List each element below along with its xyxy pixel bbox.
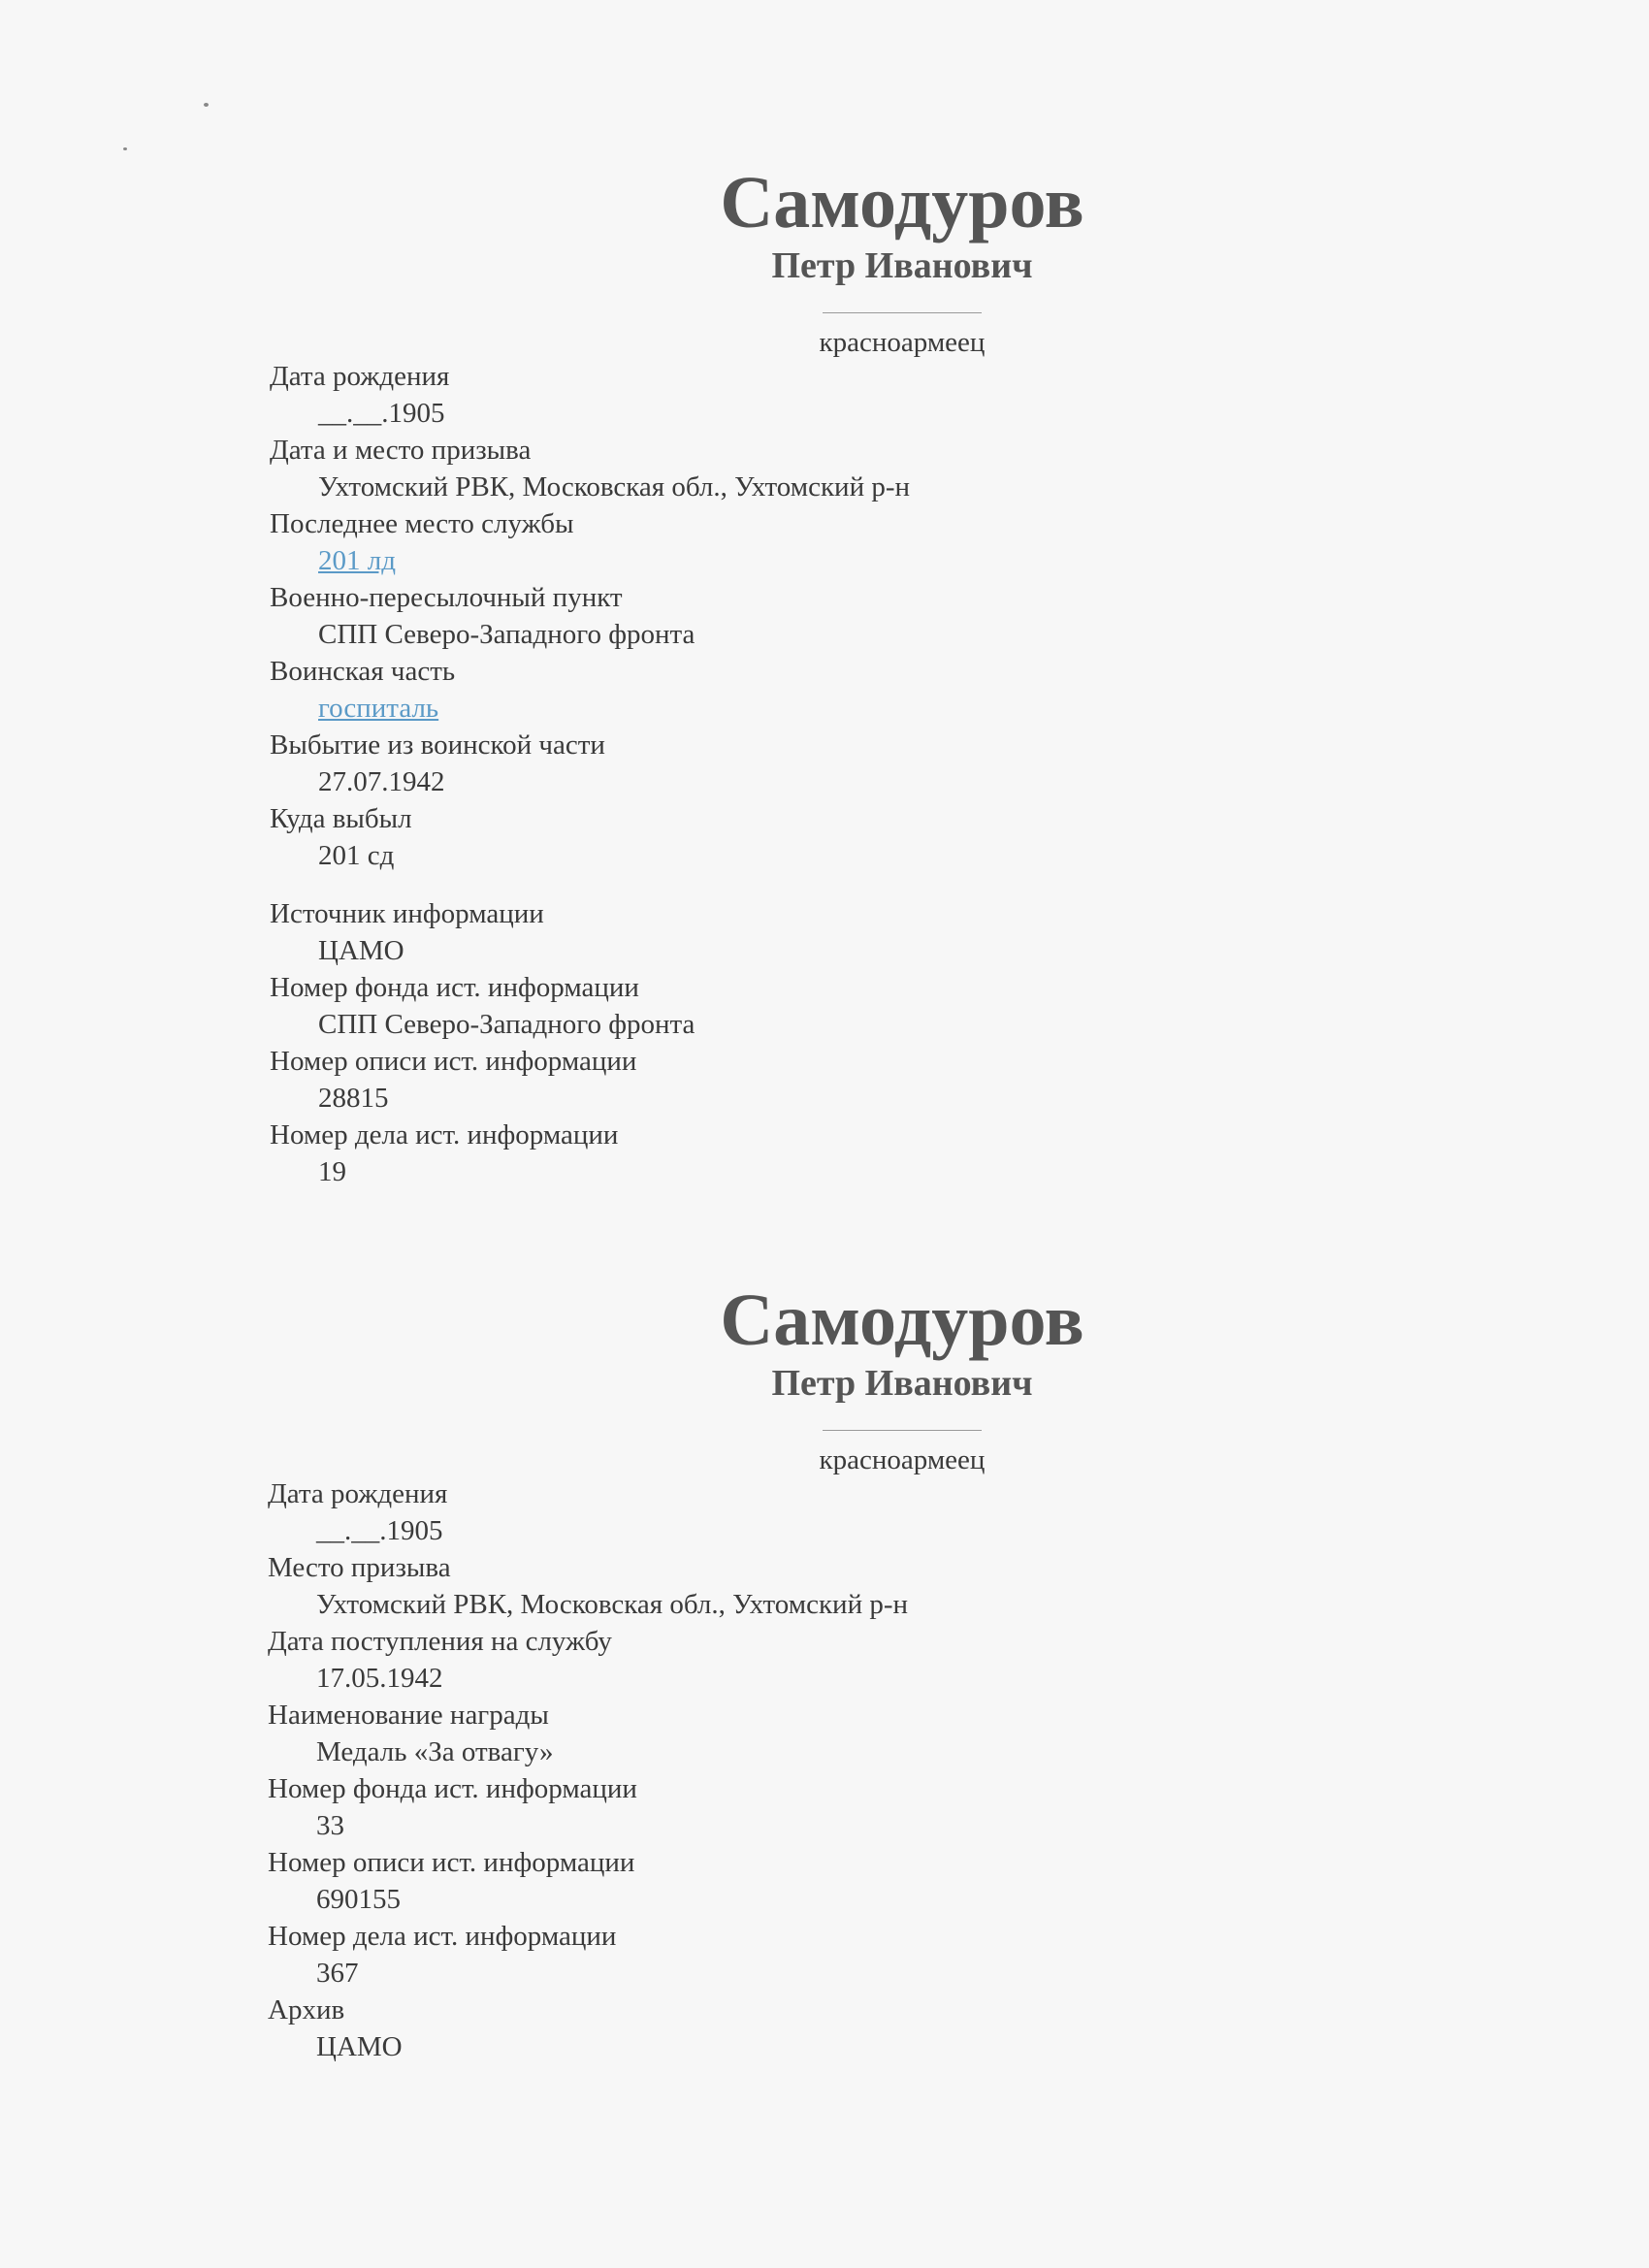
field-value-conscription: Ухтомский РВК, Московская обл., Ухтомский р-н (318, 471, 911, 502)
field-label-file-number: Номер дела ист. информации (268, 1921, 617, 1952)
field-label-birth-date: Дата рождения (270, 361, 450, 392)
record-rank: красноармеец (819, 1444, 986, 1475)
field-label-conscription-place: Место призыва (268, 1552, 451, 1583)
field-value-birth-date: __.__.1905 (318, 398, 445, 429)
title-divider (823, 312, 982, 313)
field-value-file-number: 367 (316, 1958, 359, 1989)
title-divider (823, 1430, 982, 1431)
field-value-fund-number: 33 (316, 1810, 344, 1841)
field-value-birth-date: __.__.1905 (316, 1515, 443, 1546)
record-surname: Самодуров (720, 162, 1084, 243)
field-label-service-start: Дата поступления на службу (268, 1626, 612, 1657)
record-given-names: Петр Иванович (771, 1363, 1033, 1404)
field-value-transit-point: СПП Северо-Западного фронта (318, 619, 695, 650)
field-value-departed-to: 201 сд (318, 840, 395, 871)
field-value-service-start: 17.05.1942 (316, 1663, 443, 1694)
field-label-last-service-place: Последнее место службы (270, 508, 574, 539)
field-value-info-source: ЦАМО (318, 935, 404, 966)
field-value-inventory-number: 28815 (318, 1083, 389, 1114)
field-value-military-unit (270, 690, 910, 727)
field-label-award-name: Наименование награды (268, 1700, 549, 1731)
field-label-file-number: Номер дела ист. информации (270, 1119, 619, 1150)
field-label-archive: Архив (268, 1994, 345, 2025)
record-rank: красноармеец (819, 327, 986, 358)
last-service-place-link[interactable]: 201 лд (318, 545, 396, 576)
field-value-inventory-number: 690155 (316, 1884, 401, 1915)
field-label-transit-point: Военно-пересылочный пункт (270, 582, 623, 613)
field-label-unit-departure: Выбытие из воинской части (270, 729, 605, 761)
field-label-birth-date: Дата рождения (268, 1478, 448, 1509)
record-fields (268, 1475, 908, 2065)
field-label-inventory-number: Номер описи ист. информации (268, 1847, 635, 1878)
field-value-last-service-place (270, 542, 910, 579)
record-surname: Самодуров (720, 1280, 1084, 1361)
military-unit-link[interactable]: госпиталь (318, 693, 439, 724)
record-given-names: Петр Иванович (771, 245, 1033, 286)
field-label-info-source: Источник информации (270, 898, 544, 929)
field-value-award-name: Медаль «За отвагу» (316, 1736, 554, 1767)
record-fields (270, 358, 910, 1190)
section-gap (270, 874, 910, 895)
scan-speck (123, 147, 127, 150)
field-value-file-number: 19 (318, 1156, 346, 1187)
field-value-unit-departure: 27.07.1942 (318, 766, 445, 797)
field-label-fund-number: Номер фонда ист. информации (270, 972, 639, 1003)
scan-speck (204, 103, 209, 107)
field-label-fund-number: Номер фонда ист. информации (268, 1773, 637, 1804)
field-label-departed-to: Куда выбыл (270, 803, 412, 834)
field-label-military-unit: Воинская часть (270, 656, 456, 687)
field-value-fund-number: СПП Северо-Западного фронта (318, 1009, 695, 1040)
field-label-inventory-number: Номер описи ист. информации (270, 1046, 637, 1077)
field-value-conscription-place: Ухтомский РВК, Московская обл., Ухтомский р-н (316, 1589, 909, 1620)
field-label-conscription: Дата и место призыва (270, 435, 532, 466)
field-value-archive: ЦАМО (316, 2031, 403, 2062)
